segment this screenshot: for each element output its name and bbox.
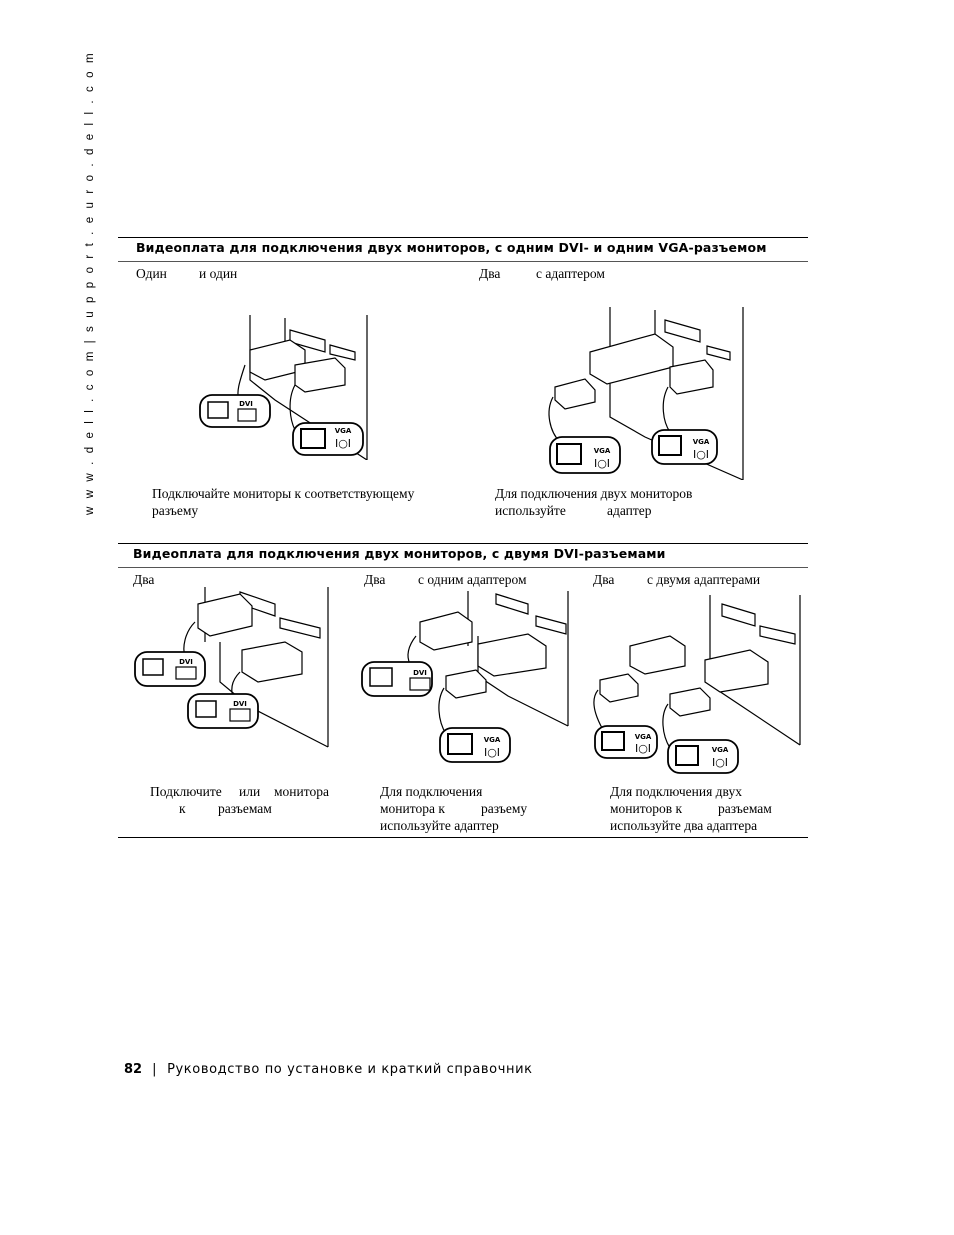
section2-col1-desc-line1c: монитора — [274, 784, 329, 799]
svg-text:I○I: I○I — [334, 437, 352, 450]
section2-top-rule — [118, 543, 808, 544]
section2-col3-desc-line2b: разъемам — [718, 801, 772, 816]
section2-col1-desc-line2b: разъемам — [218, 801, 272, 816]
section1-col2-desc-line1: Для подключения двух мониторов — [495, 486, 693, 501]
section1-figure-vga-adapter — [545, 302, 750, 480]
fig5-label-vga-b: VGA — [711, 746, 729, 754]
fig3-label-dvi-b: DVI — [233, 700, 247, 708]
section2-col3-desc-line1: Для подключения двух — [610, 784, 742, 799]
section2-col1-desc-line1b: или — [239, 784, 261, 799]
svg-text:I○I: I○I — [483, 746, 501, 759]
section2-figure-dvi-dvi — [130, 582, 335, 750]
section2-header-rule — [118, 567, 808, 568]
section1-col1-desc-line2: разъему — [152, 503, 199, 518]
section1-title: Видеоплата для подключения двух мониторов, с одним DVI- и одним VGA-разъемом — [136, 240, 767, 255]
fig5-label-vga-a: VGA — [634, 733, 652, 741]
section2-figure-dvi-one-adapter — [358, 586, 570, 766]
section1-col1-caption-a: Один — [136, 266, 167, 281]
svg-text:I○I: I○I — [593, 457, 611, 470]
section1-col1-desc-line1: Подключайте мониторы к соответствующему — [152, 486, 415, 501]
svg-text:I○I: I○I — [634, 742, 652, 755]
section1-col2-caption-b: с адаптером — [536, 266, 605, 281]
fig2-label-vga-a: VGA — [593, 447, 611, 455]
section2-col3-desc-line3: используйте два адаптера — [610, 818, 758, 833]
section2-col3-caption-b: с двумя адаптерами — [647, 572, 761, 587]
section2-col2-caption-a: Два — [364, 572, 386, 587]
section2-col2-desc-line2b: разъему — [481, 801, 528, 816]
page-number: 82 — [124, 1062, 143, 1077]
footer-title: Руководство по установке и краткий справочник — [167, 1062, 533, 1077]
section2-col1-caption-a: Два — [133, 572, 155, 587]
section2-col1-desc-line2a: к — [179, 801, 186, 816]
side-url: w w w . d e l l . c o m | s u p p o r t . e u r o . d e l l . c o m — [84, 50, 96, 515]
section2-col3-desc-line2a: мониторов к — [610, 801, 683, 816]
fig3-label-dvi-a: DVI — [179, 658, 193, 666]
fig4-label-vga: VGA — [483, 736, 501, 744]
section1-col2-caption-a: Два — [479, 266, 501, 281]
svg-text:I○I: I○I — [692, 448, 710, 461]
section2-col1-desc-line1a: Подключите — [150, 784, 222, 799]
section2-bottom-rule — [118, 837, 808, 838]
section1-header-rule — [118, 261, 808, 262]
section1-col1-caption-b: и один — [199, 266, 238, 281]
section2-col2-desc-line1: Для подключения — [380, 784, 483, 799]
page-footer — [124, 1062, 533, 1077]
section1-col2-desc-line2b: адаптер — [607, 503, 652, 518]
section2-col2-desc-line2a: монитора к — [380, 801, 445, 816]
fig1-label-dvi: DVI — [239, 400, 253, 408]
section2-col2-desc-line3: используйте адаптер — [380, 818, 499, 833]
svg-text:I○I: I○I — [711, 756, 729, 769]
section2-title: Видеоплата для подключения двух мониторов, с двумя DVI-разъемами — [133, 546, 666, 561]
section2-col3-caption-a: Два — [593, 572, 615, 587]
section2-figure-dvi-two-adapters — [590, 590, 802, 775]
section2-col2-caption-b: с одним адаптером — [418, 572, 527, 587]
section1-top-rule — [118, 237, 808, 238]
section1-figure-dvi-vga — [195, 310, 375, 460]
footer-separator: | — [152, 1062, 158, 1077]
section1-col2-desc-line2a: используйте — [495, 503, 566, 518]
fig4-label-dvi: DVI — [413, 669, 427, 677]
fig2-label-vga-b: VGA — [692, 438, 710, 446]
fig1-label-vga: VGA — [334, 427, 352, 435]
